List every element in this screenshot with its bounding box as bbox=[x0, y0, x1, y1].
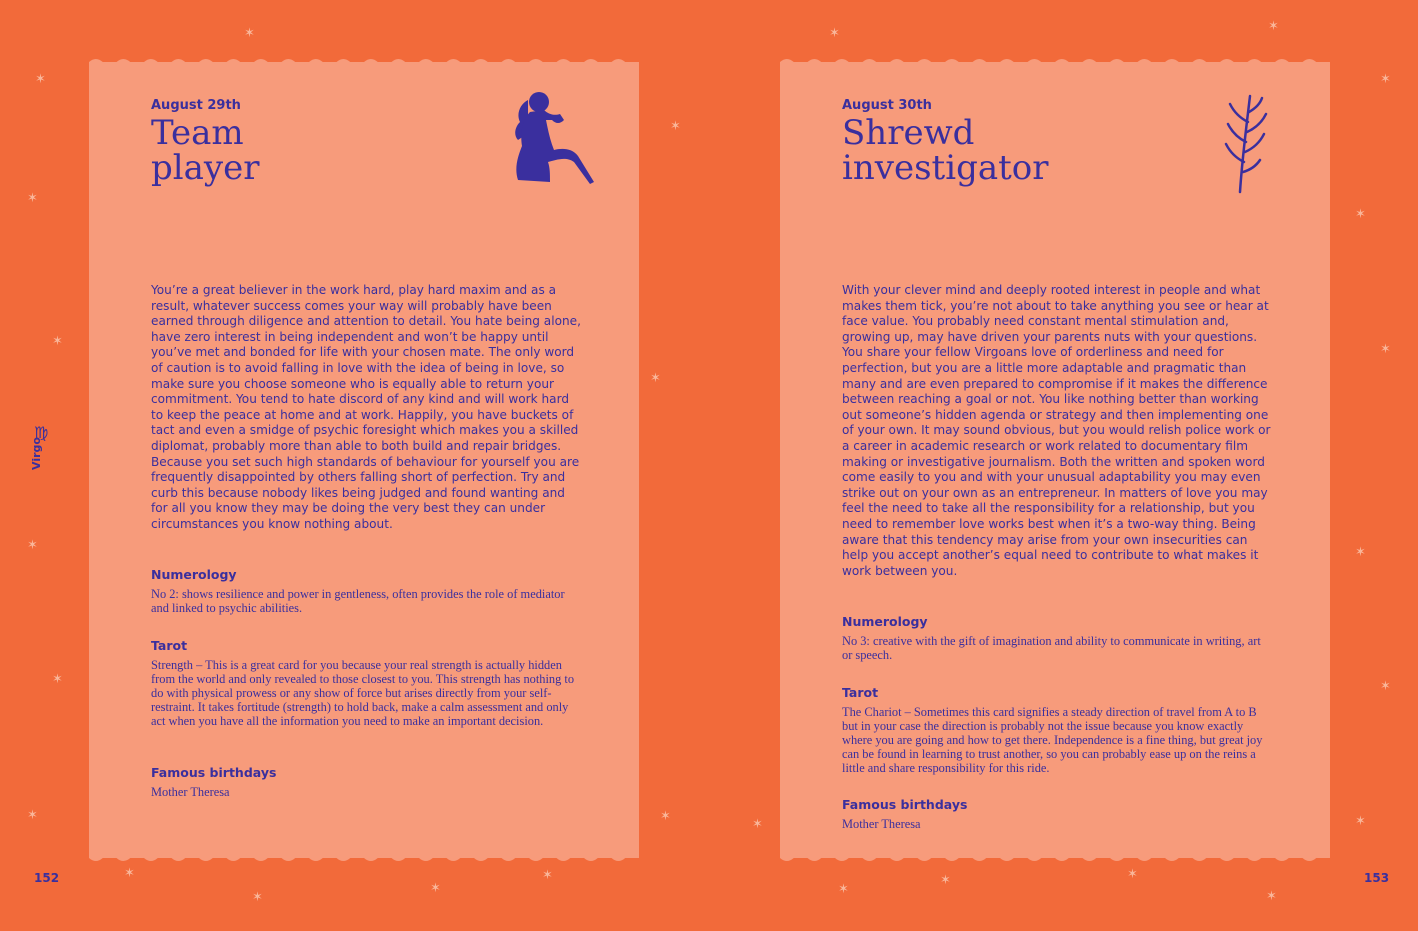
entry-body: You’re a great believer in the work hard, play hard maxim and as a result, whatever success comes your way will probably have been earned through diligence and attention to detail. You hate being alone, have zero interest in being independent and won’t be happy until you’ve met and bonded for life with your chosen mate. The only word of caution is to avoid falling in love with the idea of being in love, so make sure you choose someone who is equally able to return your commitment. You tend to hate discord of any kind and will work hard to keep the peace at home and at work. Happily, you have buckets of tact and even a smidge of psychic foresight which makes you a skilled diplomat, probably more than able to both build and repair bridges. Because you set such high standards of behaviour for yourself you are frequently disappointed by others falling short of perfection. Try and curb this because nobody likes being judged and found wanting and for all you know they may be doing the very best they can under circumstances you know nothing about. bbox=[151, 283, 581, 531]
numerology-heading: Numerology bbox=[842, 614, 928, 629]
tarot-heading: Tarot bbox=[151, 638, 188, 653]
star-icon: ✶ bbox=[244, 26, 255, 41]
right-page bbox=[780, 62, 1330, 858]
birthdays-text: Mother Theresa bbox=[842, 817, 921, 831]
wavy-edge bbox=[780, 56, 1330, 68]
reclining-woman-silhouette-icon bbox=[494, 90, 596, 186]
page-number-right: 153 bbox=[1364, 871, 1390, 885]
star-icon: ✶ bbox=[1380, 72, 1391, 87]
star-icon: ✶ bbox=[1268, 19, 1279, 34]
entry-body: With your clever mind and deeply rooted interest in people and what makes them tick, you’re not about to take anything you see or hear at face value. You probably need constant mental stimulation and, growing up, may have driven your parents nuts with your questions. You share your fellow Virgoans love of orderliness and need for perfection, but you are a little more adaptable and pragmatic than many and are even prepared to compromise if it makes the difference between reaching a goal or not. You like nothing better than working out someone’s hidden agenda or strategy and then implementing one of your own. It may sound obvious, but you would relish police work or a career in academic research or work related to documentary film making or investigative journalism. Both the written and spoken word come easily to you and with your unusual adaptability you may even strike out on your own as an entrepreneur. In matters of love you may feel the need to take all the responsibility for a relationship, but you need to remember love works best when it’s a two-way thing. Being aware that this tendency may arise from your own insecurities can help you accept another’s equal need to contribute to what makes it work between you. bbox=[842, 283, 1271, 578]
title-line: Shrewd bbox=[842, 113, 975, 153]
star-icon: ✶ bbox=[27, 808, 38, 823]
star-icon: ✶ bbox=[838, 882, 849, 897]
star-icon: ✶ bbox=[660, 809, 671, 824]
star-icon: ✶ bbox=[1355, 207, 1366, 222]
star-icon: ✶ bbox=[1380, 342, 1391, 357]
tarot-text: The Chariot – Sometimes this card signifies a steady direction of travel from A to B but in your case the direction is probably not the issue because you know exactly where you are going and how to get there. Independence is a fine thing, but great joy can be found in learning to trust another, so you can probably ease up on the reins a little and share responsibility for this ride. bbox=[842, 705, 1263, 776]
star-icon: ✶ bbox=[670, 119, 681, 134]
birthdays-heading: Famous birthdays bbox=[842, 797, 968, 812]
star-icon: ✶ bbox=[27, 538, 38, 553]
star-icon: ✶ bbox=[252, 890, 263, 905]
chapter-label: Virgo bbox=[30, 437, 43, 470]
star-icon: ✶ bbox=[430, 881, 441, 896]
tarot-heading: Tarot bbox=[842, 685, 879, 700]
entry-title bbox=[842, 113, 1162, 188]
birthdays-text: Mother Theresa bbox=[151, 785, 230, 799]
star-icon: ✶ bbox=[940, 873, 951, 888]
star-icon: ✶ bbox=[752, 817, 763, 832]
entry-title bbox=[151, 113, 471, 188]
star-icon: ✶ bbox=[27, 191, 38, 206]
star-icon: ✶ bbox=[1380, 679, 1391, 694]
star-icon: ✶ bbox=[1266, 889, 1277, 904]
wavy-edge bbox=[780, 852, 1330, 864]
left-page bbox=[89, 62, 639, 858]
entry-right bbox=[842, 98, 1272, 831]
page-number-left: 152 bbox=[34, 871, 60, 885]
star-icon: ✶ bbox=[1355, 545, 1366, 560]
numerology-heading: Numerology bbox=[151, 567, 237, 582]
leaf-branch-icon bbox=[1220, 90, 1270, 194]
star-icon: ✶ bbox=[829, 26, 840, 41]
title-line: Team bbox=[151, 113, 244, 153]
star-icon: ✶ bbox=[1127, 867, 1138, 882]
star-icon: ✶ bbox=[52, 334, 63, 349]
entry-date: August 30th bbox=[842, 98, 932, 113]
star-icon: ✶ bbox=[650, 371, 661, 386]
star-icon: ✶ bbox=[542, 868, 553, 883]
star-icon: ✶ bbox=[1355, 814, 1366, 829]
star-icon: ✶ bbox=[124, 866, 135, 881]
title-line: player bbox=[151, 148, 260, 188]
virgo-sign-icon: ♍ bbox=[34, 423, 49, 442]
numerology-text: No 2: shows resilience and power in gentleness, often provides the role of mediator and linked to psychic abilities. bbox=[151, 587, 565, 616]
numerology-text: No 3: creative with the gift of imagination and ability to communicate in writing, art or speech. bbox=[842, 634, 1261, 663]
entry-date: August 29th bbox=[151, 98, 241, 113]
wavy-edge bbox=[89, 56, 639, 68]
birthdays-heading: Famous birthdays bbox=[151, 765, 277, 780]
star-icon: ✶ bbox=[35, 72, 46, 87]
star-icon: ✶ bbox=[52, 672, 63, 687]
tarot-text: Strength – This is a great card for you because your real strength is actually hidden from the world and only revealed to those closest to you. This strength has nothing to do with physical prowess or any show of force but arises directly from your self-restraint. It takes fortitude (strength) to hold back, make a calm assessment and only act when you have all the information you need to make an important decision. bbox=[151, 658, 575, 729]
title-line: investigator bbox=[842, 148, 1049, 188]
wavy-edge bbox=[89, 852, 639, 864]
